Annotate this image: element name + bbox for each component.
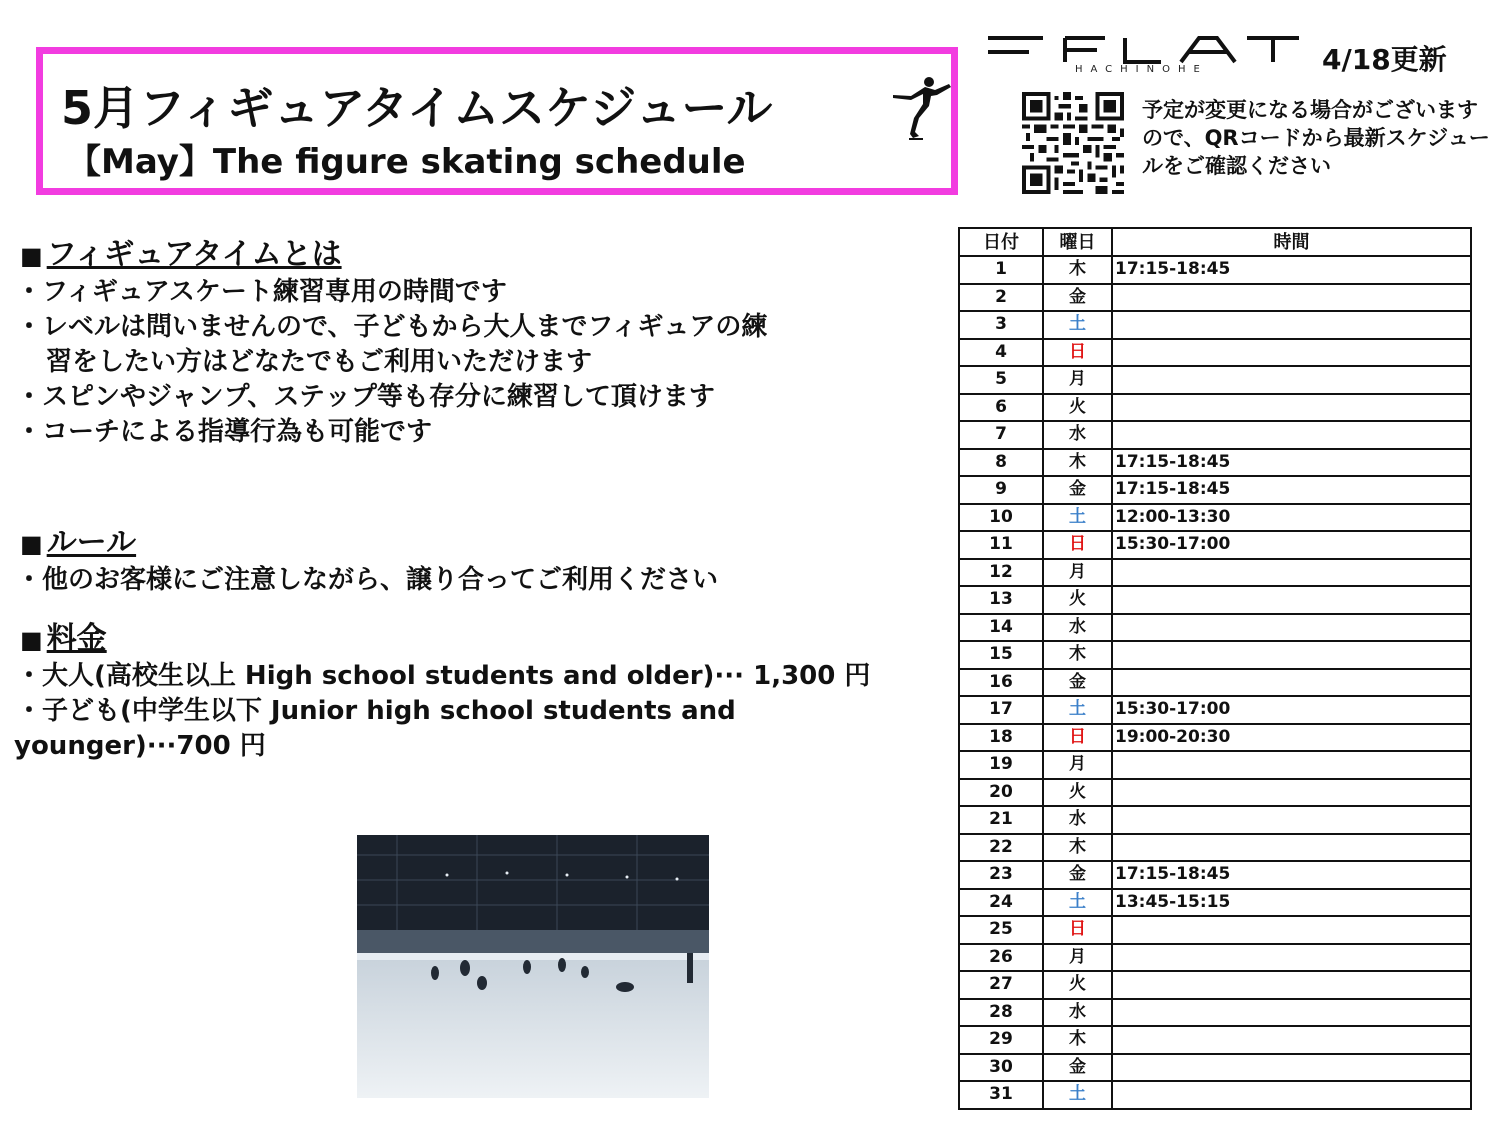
table-row	[959, 779, 1471, 807]
page-title: 5月フィギュアタイムスケジュール	[61, 81, 773, 135]
header-day: 曜日	[1043, 228, 1112, 256]
time-cell	[1112, 421, 1471, 449]
date-cell: 9	[959, 476, 1043, 504]
time-cell	[1112, 971, 1471, 999]
day-cell: 金	[1043, 861, 1112, 889]
fee-line: younger)···700 円	[14, 731, 266, 761]
day-cell: 水	[1043, 806, 1112, 834]
date-cell: 10	[959, 504, 1043, 532]
table-row	[959, 999, 1471, 1027]
table-row	[959, 1054, 1471, 1082]
date-cell: 3	[959, 311, 1043, 339]
schedule-table	[958, 227, 1472, 1110]
day-cell: 月	[1043, 559, 1112, 587]
day-cell: 日	[1043, 916, 1112, 944]
rules-line: ・他のお客様にご注意しながら、譲り合ってご利用ください	[16, 565, 719, 595]
time-cell	[1112, 284, 1471, 312]
title-box	[36, 47, 958, 195]
time-cell	[1112, 751, 1471, 779]
date-cell: 20	[959, 779, 1043, 807]
date-cell: 12	[959, 559, 1043, 587]
about-line: 習をしたい方はどなたでもご利用いただけます	[46, 347, 593, 377]
table-row	[959, 641, 1471, 669]
time-cell	[1112, 834, 1471, 862]
date-cell: 14	[959, 614, 1043, 642]
day-cell: 土	[1043, 1081, 1112, 1109]
date-cell: 28	[959, 999, 1043, 1027]
day-cell: 金	[1043, 669, 1112, 697]
day-cell: 土	[1043, 696, 1112, 724]
table-row	[959, 311, 1471, 339]
table-row	[959, 256, 1471, 284]
day-cell: 日	[1043, 724, 1112, 752]
time-cell	[1112, 916, 1471, 944]
table-row	[959, 944, 1471, 972]
table-row	[959, 614, 1471, 642]
table-row	[959, 916, 1471, 944]
time-cell	[1112, 999, 1471, 1027]
table-row	[959, 449, 1471, 477]
date-cell: 2	[959, 284, 1043, 312]
date-cell: 19	[959, 751, 1043, 779]
table-row	[959, 421, 1471, 449]
table-row	[959, 834, 1471, 862]
page-subtitle: 【May】The figure skating schedule	[67, 142, 746, 182]
time-cell	[1112, 944, 1471, 972]
table-row	[959, 586, 1471, 614]
day-cell: 月	[1043, 751, 1112, 779]
day-cell: 木	[1043, 1026, 1112, 1054]
table-row	[959, 476, 1471, 504]
fee-line: ・大人(高校生以上 High school students and older)··· 1,300 円	[16, 661, 871, 691]
time-cell: 17:15-18:45	[1112, 256, 1471, 284]
table-row	[959, 889, 1471, 917]
date-cell: 29	[959, 1026, 1043, 1054]
about-line: ・コーチによる指導行為も可能です	[16, 417, 433, 447]
date-cell: 21	[959, 806, 1043, 834]
table-row	[959, 751, 1471, 779]
rules-heading: ■ ルール	[20, 525, 137, 560]
day-cell: 金	[1043, 476, 1112, 504]
day-cell: 火	[1043, 971, 1112, 999]
about-heading: ■ フィギュアタイムとは	[20, 237, 342, 272]
fee-line: ・子ども(中学生以下 Junior high school students and	[16, 696, 736, 726]
date-cell: 6	[959, 394, 1043, 422]
updated-date: 4/18更新	[1322, 43, 1447, 76]
date-cell: 5	[959, 366, 1043, 394]
about-line: ・フィギュアスケート練習専用の時間です	[16, 277, 507, 307]
time-cell	[1112, 669, 1471, 697]
header-time: 時間	[1112, 228, 1471, 256]
time-cell	[1112, 339, 1471, 367]
table-row	[959, 559, 1471, 587]
time-cell	[1112, 1054, 1471, 1082]
date-cell: 22	[959, 834, 1043, 862]
day-cell: 水	[1043, 614, 1112, 642]
date-cell: 8	[959, 449, 1043, 477]
info-content	[16, 236, 946, 764]
about-line: ・レベルは問いませんので、子どもから大人までフィギュアの練	[16, 312, 768, 342]
date-cell: 27	[959, 971, 1043, 999]
time-cell	[1112, 394, 1471, 422]
table-row	[959, 339, 1471, 367]
date-cell: 7	[959, 421, 1043, 449]
date-cell: 16	[959, 669, 1043, 697]
about-line: ・スピンやジャンプ、ステップ等も存分に練習して頂けます	[16, 382, 715, 412]
date-cell: 24	[959, 889, 1043, 917]
time-cell: 17:15-18:45	[1112, 861, 1471, 889]
time-cell	[1112, 779, 1471, 807]
day-cell: 月	[1043, 366, 1112, 394]
time-cell	[1112, 559, 1471, 587]
time-cell: 17:15-18:45	[1112, 476, 1471, 504]
day-cell: 土	[1043, 504, 1112, 532]
time-cell	[1112, 366, 1471, 394]
date-cell: 17	[959, 696, 1043, 724]
header-date: 日付	[959, 228, 1043, 256]
date-cell: 25	[959, 916, 1043, 944]
day-cell: 土	[1043, 889, 1112, 917]
date-cell: 1	[959, 256, 1043, 284]
day-cell: 水	[1043, 999, 1112, 1027]
date-cell: 4	[959, 339, 1043, 367]
day-cell: 日	[1043, 531, 1112, 559]
table-row	[959, 531, 1471, 559]
day-cell: 火	[1043, 394, 1112, 422]
table-row	[959, 724, 1471, 752]
qr-code[interactable]	[1022, 92, 1124, 194]
table-row	[959, 284, 1471, 312]
date-cell: 26	[959, 944, 1043, 972]
date-cell: 23	[959, 861, 1043, 889]
date-cell: 11	[959, 531, 1043, 559]
day-cell: 木	[1043, 449, 1112, 477]
day-cell: 金	[1043, 284, 1112, 312]
table-row	[959, 696, 1471, 724]
day-cell: 木	[1043, 641, 1112, 669]
ice-rink-photo	[357, 835, 709, 1098]
logo-subtitle: HACHINOHE	[1075, 64, 1208, 75]
date-cell: 31	[959, 1081, 1043, 1109]
table-row	[959, 806, 1471, 834]
day-cell: 火	[1043, 586, 1112, 614]
table-header-row	[959, 228, 1471, 256]
date-cell: 13	[959, 586, 1043, 614]
time-cell	[1112, 1081, 1471, 1109]
table-row	[959, 394, 1471, 422]
time-cell	[1112, 1026, 1471, 1054]
figure-skater-icon	[885, 72, 957, 144]
time-cell: 13:45-15:15	[1112, 889, 1471, 917]
day-cell: 水	[1043, 421, 1112, 449]
time-cell	[1112, 586, 1471, 614]
qr-note: 予定が変更になる場合がございますので、QRコードから最新スケジュールをご確認ください	[1142, 98, 1490, 178]
time-cell	[1112, 806, 1471, 834]
day-cell: 日	[1043, 339, 1112, 367]
day-cell: 土	[1043, 311, 1112, 339]
date-cell: 30	[959, 1054, 1043, 1082]
time-cell: 15:30-17:00	[1112, 696, 1471, 724]
table-row	[959, 669, 1471, 697]
table-row	[959, 1026, 1471, 1054]
time-cell: 12:00-13:30	[1112, 504, 1471, 532]
time-cell	[1112, 641, 1471, 669]
table-row	[959, 861, 1471, 889]
table-row	[959, 366, 1471, 394]
day-cell: 火	[1043, 779, 1112, 807]
day-cell: 木	[1043, 256, 1112, 284]
date-cell: 15	[959, 641, 1043, 669]
table-row	[959, 1081, 1471, 1109]
time-cell: 17:15-18:45	[1112, 449, 1471, 477]
day-cell: 金	[1043, 1054, 1112, 1082]
day-cell: 月	[1043, 944, 1112, 972]
day-cell: 木	[1043, 834, 1112, 862]
time-cell: 19:00-20:30	[1112, 724, 1471, 752]
time-cell	[1112, 614, 1471, 642]
date-cell: 18	[959, 724, 1043, 752]
time-cell	[1112, 311, 1471, 339]
time-cell: 15:30-17:00	[1112, 531, 1471, 559]
table-row	[959, 971, 1471, 999]
table-row	[959, 504, 1471, 532]
fees-heading: ■ 料金	[20, 621, 107, 656]
